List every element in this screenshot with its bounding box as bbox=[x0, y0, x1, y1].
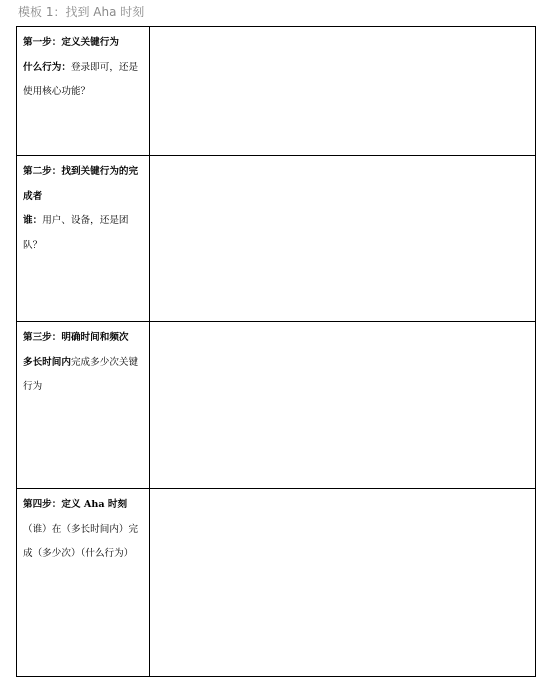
table-row-step-2 bbox=[17, 156, 536, 322]
step-1-heading: 第一步：定义关键行为 bbox=[23, 37, 119, 48]
table-row-step-3 bbox=[17, 322, 536, 489]
step-4-answer-cell[interactable] bbox=[150, 489, 536, 677]
step-4-label-cell bbox=[17, 489, 150, 677]
table-row-step-1 bbox=[17, 27, 536, 156]
step-1-label-cell bbox=[17, 27, 150, 156]
step-4-heading: 第四步：定义 Aha 时刻 bbox=[23, 499, 128, 510]
step-3-heading: 第三步：明确时间和频次 bbox=[23, 332, 129, 343]
step-4-prompt-text: （谁）在（多长时间内）完成（多少次）（什么行为） bbox=[23, 523, 139, 559]
step-3-prompt-text: 完成多少次关键行为 bbox=[23, 356, 139, 392]
step-2-label-cell bbox=[17, 156, 150, 322]
step-2-heading: 第二步：找到关键行为的完成者 bbox=[23, 166, 139, 202]
step-3-label-cell bbox=[17, 322, 150, 489]
step-3-prompt-bold: 多长时间内 bbox=[23, 356, 71, 368]
table-row-step-4 bbox=[17, 489, 536, 677]
step-2-prompt-text: 用户、设备，还是团队？ bbox=[23, 215, 129, 251]
step-2-prompt-bold: 谁： bbox=[23, 215, 43, 226]
step-1-prompt-text: 登录即可，还是使用核心功能？ bbox=[23, 61, 139, 97]
document-title: 模板 1：找到 Aha 时刻 bbox=[18, 5, 145, 19]
step-1-prompt-bold: 什么行为： bbox=[23, 61, 71, 73]
step-3-answer-cell[interactable] bbox=[150, 322, 536, 489]
step-2-answer-cell[interactable] bbox=[150, 156, 536, 322]
aha-template-table bbox=[16, 26, 536, 677]
step-1-answer-cell[interactable] bbox=[150, 27, 536, 156]
